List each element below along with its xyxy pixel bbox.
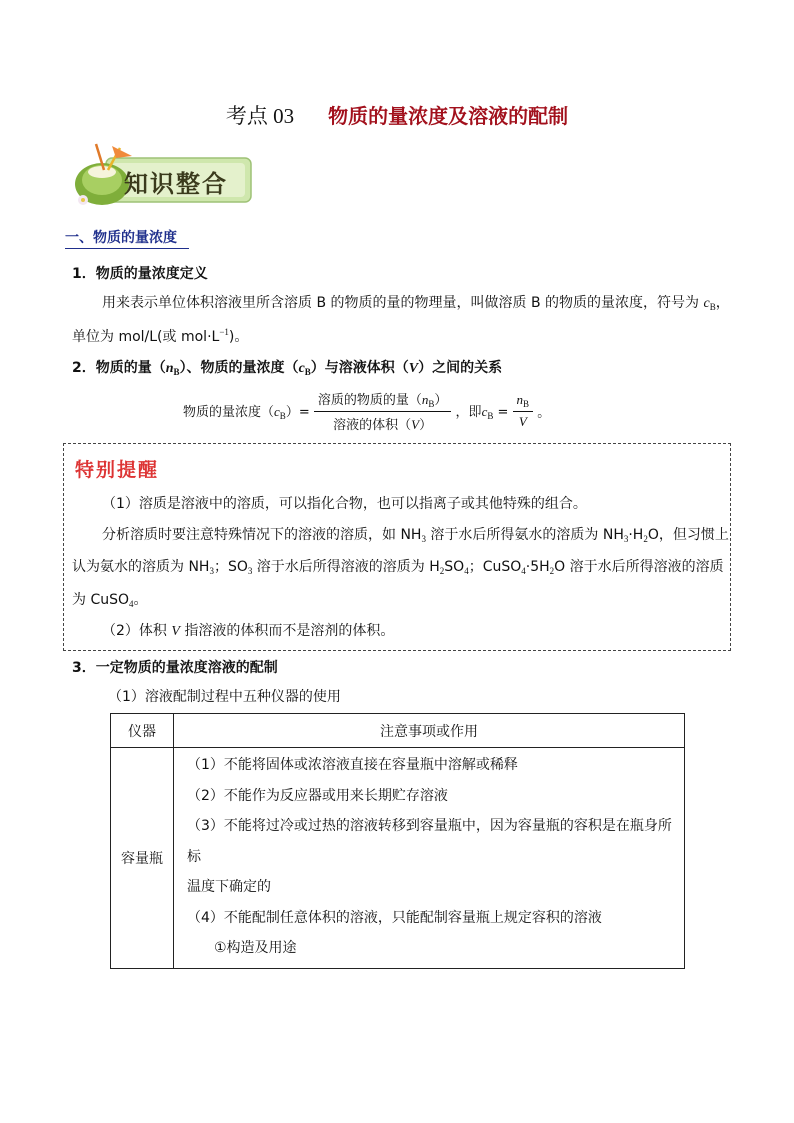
section-heading: 一、物质的量浓度: [65, 230, 177, 246]
instrument-table: [110, 713, 685, 969]
tip-title: 特别提醒: [75, 459, 160, 481]
tip-paragraph-5: （2）体积 V 指溶液的体积而不是溶剂的体积。: [102, 623, 395, 639]
instrument-name: 容量瓶: [111, 748, 174, 969]
formula-fraction-short: $\frac{n_B}{V}$: [513, 392, 534, 430]
instrument-notes: [174, 748, 685, 969]
item3-subheading: （1）溶液配制过程中五种仪器的使用: [108, 689, 341, 705]
table-row: [111, 748, 685, 969]
tip-paragraph-4: 为 CuSO$_4$。: [72, 592, 148, 609]
note-line: 温度下确定的: [187, 879, 271, 895]
table-header-notes: 注意事项或作用: [174, 714, 685, 748]
item3-heading: 3．一定物质的量浓度溶液的配制: [72, 660, 278, 676]
item1-heading: 1．物质的量浓度定义: [72, 266, 208, 282]
topic-title: 物质的量浓度及溶液的配制: [328, 104, 569, 128]
heading-underline: [65, 248, 189, 249]
item2-heading: 2．物质的量$(n_B)$、物质的量浓度$(c_B)$与溶液体积（V）之间的关系: [72, 360, 503, 377]
tip-paragraph-3: 认为氨水的溶质为 $NH_3$；$SO_3$ 溶于水后所得溶液的溶质为 $H_2SO_4$；$CuSO_4\cdot 5H_2O$ 溶于水后所得溶液的溶质: [72, 559, 724, 576]
tip-paragraph-2: 分析溶质时要注意特殊情况下的溶液的溶质，如 $NH_3$ 溶于水后所得氨水的溶质为 $NH_3\cdot H_2O$，但习惯上: [102, 527, 729, 544]
item1-line1: 用来表示单位体积溶液里所含溶质 B 的物质的量的物理量，叫做溶质 B 的物质的量浓度，符号为 $c_B$，: [102, 295, 730, 312]
section-badge: [68, 142, 254, 208]
badge-label: 知识整合: [124, 169, 228, 198]
note-line: （2）不能作为反应器或用来长期贮存溶液: [187, 787, 448, 804]
topic-number: 考点 03: [225, 104, 295, 128]
note-line: （4）不能配制任意体积的溶液，只能配制容量瓶上规定容积的溶液: [187, 909, 602, 926]
note-line: （1）不能将固体或浓溶液直接在容量瓶中溶解或稀释: [187, 757, 518, 773]
formula: 物质的量浓度$(c_B)=$ $\frac{溶质的物质的量(n_B)}{\text{溶液的体积（V）}}$ ，即$c_B$ = $\frac{n_B}{V}$ 。: [183, 389, 550, 433]
note-line: （3）不能将过冷或过热的溶液转移到容量瓶中，因为容量瓶的容积是在瓶身所标: [187, 818, 672, 865]
item1-line2: 单位为 mol/L(或 $mol\cdot L^{-1}$)。: [72, 327, 249, 345]
page-title: [0, 100, 794, 130]
table-header-instrument: 仪器: [111, 714, 174, 748]
table-header-row: [111, 714, 685, 748]
note-line: ①构造及用途: [214, 940, 297, 956]
formula-fraction: $\frac{溶质的物质的量(n_B)}{\text{溶液的体积（V）}}$: [314, 389, 452, 433]
tip-paragraph-1: （1）溶质是溶液中的溶质，可以指化合物，也可以指离子或其他特殊的组合。: [102, 496, 587, 512]
